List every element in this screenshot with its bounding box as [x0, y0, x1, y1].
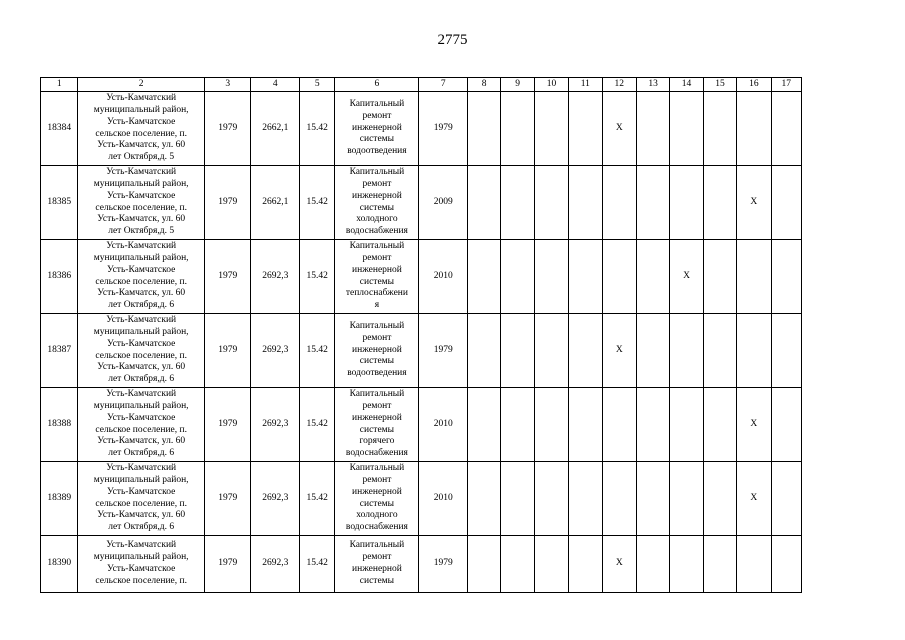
work-type-cell: Капитальный ремонт инженерной системы водоотведения: [335, 92, 419, 166]
mark-cell: [501, 166, 534, 240]
column-header: 15: [703, 78, 736, 92]
address-cell: Усть-Камчатский муниципальный район, Усть-Камчатское сельское поселение, п.: [78, 536, 204, 593]
code-cell: 15.42: [300, 388, 335, 462]
mark-cell: [771, 462, 801, 536]
mark-cell: [703, 536, 736, 593]
column-header: 14: [670, 78, 703, 92]
mark-cell: [501, 536, 534, 593]
year-cell: 1979: [419, 92, 468, 166]
mark-cell: X: [737, 166, 771, 240]
year-cell: 1979: [419, 536, 468, 593]
code-cell: 15.42: [300, 314, 335, 388]
record-id: 18385: [41, 166, 78, 240]
work-type-cell: Капитальный ремонт инженерной системы теплоснабжени я: [335, 240, 419, 314]
mark-cell: [467, 314, 500, 388]
column-header: 3: [204, 78, 251, 92]
mark-cell: [737, 314, 771, 388]
mark-cell: [569, 240, 602, 314]
year-cell: 1979: [419, 314, 468, 388]
work-type-cell: Капитальный ремонт инженерной системы горячего водоснабжения: [335, 388, 419, 462]
mark-cell: [569, 166, 602, 240]
mark-cell: [569, 314, 602, 388]
work-type-cell: Капитальный ремонт инженерной системы: [335, 536, 419, 593]
mark-cell: [569, 92, 602, 166]
mark-cell: [670, 166, 703, 240]
year-built-cell: 1979: [204, 92, 251, 166]
address-cell: Усть-Камчатский муниципальный район, Усть-Камчатское сельское поселение, п. Усть-Камчатск, ул. 60 лет Октября,д. 5: [78, 166, 204, 240]
code-cell: 15.42: [300, 166, 335, 240]
mark-cell: [703, 462, 736, 536]
table-row: [41, 462, 802, 536]
area-cell: 2662,1: [251, 166, 300, 240]
work-type-cell: Капитальный ремонт инженерной системы водоотведения: [335, 314, 419, 388]
column-header: 11: [569, 78, 602, 92]
year-cell: 2009: [419, 166, 468, 240]
table-row: [41, 92, 802, 166]
mark-cell: [569, 536, 602, 593]
address-cell: Усть-Камчатский муниципальный район, Усть-Камчатское сельское поселение, п. Усть-Камчатск, ул. 60 лет Октября,д. 6: [78, 240, 204, 314]
code-cell: 15.42: [300, 240, 335, 314]
area-cell: 2692,3: [251, 388, 300, 462]
record-id: 18390: [41, 536, 78, 593]
mark-cell: [602, 240, 636, 314]
mark-cell: [737, 240, 771, 314]
header-row: [41, 78, 802, 92]
mark-cell: [467, 388, 500, 462]
mark-cell: [670, 92, 703, 166]
mark-cell: [636, 166, 669, 240]
year-cell: 2010: [419, 388, 468, 462]
mark-cell: [467, 166, 500, 240]
column-header: 1: [41, 78, 78, 92]
mark-cell: [670, 314, 703, 388]
mark-cell: [534, 536, 568, 593]
column-header: 4: [251, 78, 300, 92]
area-cell: 2692,3: [251, 536, 300, 593]
work-type-cell: Капитальный ремонт инженерной системы холодного водоснабжения: [335, 166, 419, 240]
year-built-cell: 1979: [204, 166, 251, 240]
column-header: 17: [771, 78, 801, 92]
year-built-cell: 1979: [204, 462, 251, 536]
register-table: [40, 77, 802, 593]
mark-cell: [534, 314, 568, 388]
column-header: 7: [419, 78, 468, 92]
code-cell: 15.42: [300, 462, 335, 536]
mark-cell: [670, 388, 703, 462]
mark-cell: [467, 536, 500, 593]
code-cell: 15.42: [300, 92, 335, 166]
mark-cell: [670, 536, 703, 593]
mark-cell: [636, 388, 669, 462]
table-row: [41, 240, 802, 314]
mark-cell: [771, 314, 801, 388]
mark-cell: [771, 536, 801, 593]
mark-cell: [636, 92, 669, 166]
mark-cell: X: [670, 240, 703, 314]
work-type-cell: Капитальный ремонт инженерной системы холодного водоснабжения: [335, 462, 419, 536]
mark-cell: [602, 166, 636, 240]
mark-cell: [501, 462, 534, 536]
area-cell: 2692,3: [251, 462, 300, 536]
mark-cell: [534, 166, 568, 240]
address-cell: Усть-Камчатский муниципальный район, Усть-Камчатское сельское поселение, п. Усть-Камчатск, ул. 60 лет Октября,д. 6: [78, 462, 204, 536]
mark-cell: X: [602, 314, 636, 388]
mark-cell: [534, 92, 568, 166]
table-row: [41, 388, 802, 462]
page-number: 2775: [437, 32, 468, 48]
code-cell: 15.42: [300, 536, 335, 593]
mark-cell: [771, 166, 801, 240]
mark-cell: [534, 240, 568, 314]
record-id: 18386: [41, 240, 78, 314]
column-header: 5: [300, 78, 335, 92]
column-header: 16: [737, 78, 771, 92]
mark-cell: [771, 240, 801, 314]
record-id: 18387: [41, 314, 78, 388]
mark-cell: [703, 240, 736, 314]
mark-cell: [569, 462, 602, 536]
column-header: 13: [636, 78, 669, 92]
year-built-cell: 1979: [204, 536, 251, 593]
year-cell: 2010: [419, 240, 468, 314]
mark-cell: [636, 240, 669, 314]
mark-cell: [467, 240, 500, 314]
column-header: 6: [335, 78, 419, 92]
mark-cell: [636, 536, 669, 593]
mark-cell: [703, 166, 736, 240]
year-cell: 2010: [419, 462, 468, 536]
mark-cell: [501, 240, 534, 314]
column-header: 8: [467, 78, 500, 92]
area-cell: 2692,3: [251, 240, 300, 314]
table-row: [41, 314, 802, 388]
table-row: [41, 536, 802, 593]
mark-cell: [501, 92, 534, 166]
mark-cell: [534, 462, 568, 536]
column-header: 12: [602, 78, 636, 92]
mark-cell: [703, 388, 736, 462]
mark-cell: [703, 314, 736, 388]
mark-cell: [602, 462, 636, 536]
mark-cell: X: [602, 92, 636, 166]
mark-cell: [501, 314, 534, 388]
mark-cell: [771, 92, 801, 166]
address-cell: Усть-Камчатский муниципальный район, Усть-Камчатское сельское поселение, п. Усть-Камчатск, ул. 60 лет Октября,д. 5: [78, 92, 204, 166]
mark-cell: [501, 388, 534, 462]
address-cell: Усть-Камчатский муниципальный район, Усть-Камчатское сельское поселение, п. Усть-Камчатск, ул. 60 лет Октября,д. 6: [78, 388, 204, 462]
record-id: 18388: [41, 388, 78, 462]
year-built-cell: 1979: [204, 314, 251, 388]
column-header: 9: [501, 78, 534, 92]
year-built-cell: 1979: [204, 240, 251, 314]
table-row: [41, 166, 802, 240]
mark-cell: [569, 388, 602, 462]
mark-cell: [636, 314, 669, 388]
mark-cell: [467, 462, 500, 536]
mark-cell: [602, 388, 636, 462]
mark-cell: [467, 92, 500, 166]
year-built-cell: 1979: [204, 388, 251, 462]
mark-cell: X: [737, 462, 771, 536]
mark-cell: [703, 92, 736, 166]
address-cell: Усть-Камчатский муниципальный район, Усть-Камчатское сельское поселение, п. Усть-Камчатск, ул. 60 лет Октября,д. 6: [78, 314, 204, 388]
record-id: 18384: [41, 92, 78, 166]
mark-cell: [737, 92, 771, 166]
column-header: 2: [78, 78, 204, 92]
column-header: 10: [534, 78, 568, 92]
mark-cell: X: [737, 388, 771, 462]
mark-cell: [534, 388, 568, 462]
area-cell: 2662,1: [251, 92, 300, 166]
mark-cell: [737, 536, 771, 593]
area-cell: 2692,3: [251, 314, 300, 388]
mark-cell: X: [602, 536, 636, 593]
record-id: 18389: [41, 462, 78, 536]
mark-cell: [636, 462, 669, 536]
mark-cell: [670, 462, 703, 536]
mark-cell: [771, 388, 801, 462]
